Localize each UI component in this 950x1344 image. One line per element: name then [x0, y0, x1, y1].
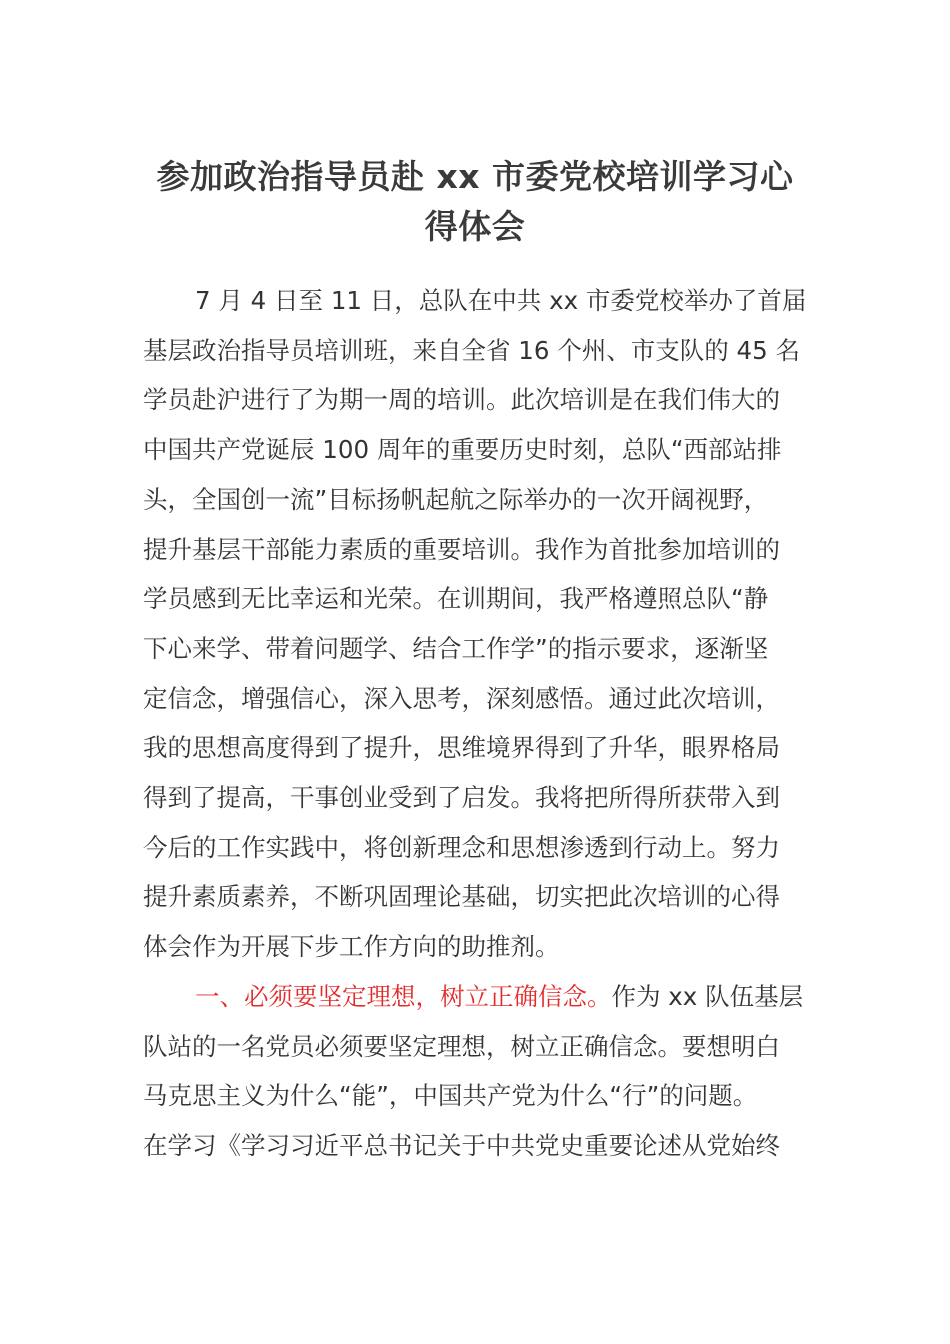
text-line: 今后的工作实践中，将创新理念和思想渗透到行动上。努力	[143, 832, 780, 862]
document-title	[130, 152, 820, 252]
text-line: 得到了提高，干事创业受到了启发。我将把所得所获带入到	[143, 783, 780, 813]
text-line: 队站的一名党员必须要坚定理想，树立正确信念。要想明白	[143, 1031, 780, 1061]
document-body	[143, 276, 807, 1171]
text-line: 体会作为开展下步工作方向的助推剂。	[143, 932, 560, 962]
text-line: 头，全国创一流”目标扬帆起航之际举办的一次开阔视野，	[143, 484, 769, 514]
text-line: 我的思想高度得到了提升，思维境界得到了升华，眼界格局	[143, 733, 780, 763]
text-line: 学员感到无比幸运和光荣。在训期间，我严格遵照总队“静	[143, 584, 769, 614]
text-line: 提升基层干部能力素质的重要培训。我作为首批参加培训的	[143, 534, 780, 564]
paragraph-section-one	[143, 972, 807, 1171]
text-line: 提升素质素养，不断巩固理论基础，切实把此次培训的心得	[143, 882, 780, 912]
text-line: 中国共产党诞辰 100 周年的重要历史时刻，总队“西部站排	[143, 435, 782, 465]
text-line	[143, 972, 807, 1022]
text-line: 7 月 4 日至 11 日，总队在中共 xx 市委党校举办了首届	[195, 286, 807, 315]
paragraph-intro	[143, 276, 807, 972]
text-line: 马克思主义为什么“能”，中国共产党为什么“行”的问题。	[143, 1081, 758, 1111]
text-line: 基层政治指导员培训班，来自全省 16 个州、市支队的 45 名	[143, 335, 800, 365]
text-line: 学员赴沪进行了为期一周的培训。此次培训是在我们伟大的	[143, 385, 780, 415]
text-line: 在学习《学习习近平总书记关于中共党史重要论述从党始终	[143, 1130, 780, 1160]
text-line: 下心来学、带着问题学、结合工作学”的指示要求，逐渐坚	[143, 633, 769, 663]
section-heading: 一、必须要坚定理想，树立正确信念。	[195, 981, 612, 1011]
title-line-2: 得体会	[424, 207, 526, 246]
title-line-1: 参加政治指导员赴 xx 市委党校培训学习心	[156, 157, 794, 196]
section-heading-continuation: 作为 xx 队伍基层	[611, 981, 804, 1011]
text-line: 定信念，增强信心，深入思考，深刻感悟。通过此次培训，	[143, 683, 780, 713]
